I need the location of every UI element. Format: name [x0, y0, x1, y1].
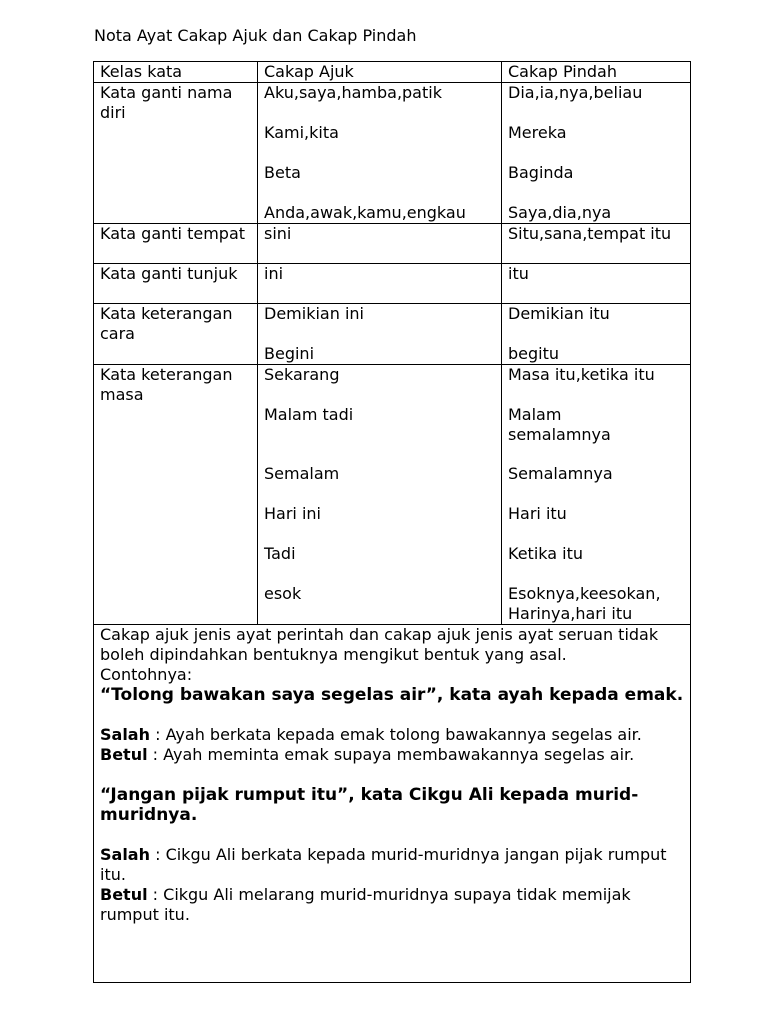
- ajuk-item: Aku,saya,hamba,patik: [264, 83, 442, 102]
- pindah-item: Saya,dia,nya: [508, 203, 612, 222]
- ajuk-item: Kami,kita: [264, 123, 339, 142]
- ajuk-item: Beta: [264, 163, 301, 182]
- ajuk-item: Sekarang: [264, 365, 340, 384]
- kelas-label: Kata ganti tempat: [100, 224, 246, 243]
- betul-text: : Ayah meminta emak supaya membawakannya segelas air.: [147, 745, 635, 764]
- pindah-item: Dia,ia,nya,beliau: [508, 83, 643, 102]
- pindah-item: Malam semalamnya: [508, 405, 611, 444]
- header-kelas-kata: Kelas kata: [94, 62, 258, 83]
- ajuk-item: sini: [264, 224, 292, 243]
- kelas-label: Kata keterangan cara: [100, 304, 233, 343]
- ajuk-item: esok: [264, 584, 302, 603]
- salah-label: Salah: [100, 845, 150, 864]
- ajuk-item: Malam tadi: [264, 405, 354, 424]
- ajuk-cell: [258, 264, 502, 304]
- pindah-item: Mereka: [508, 123, 567, 142]
- ajuk-cell: [258, 365, 502, 625]
- salah-line: [100, 725, 690, 745]
- kelas-label: Kata keterangan masa: [100, 365, 233, 404]
- kelas-label: Kata ganti tunjuk: [100, 264, 238, 283]
- table-header-row: [94, 62, 691, 83]
- table-row: [94, 365, 691, 625]
- kelas-cell: [94, 304, 258, 365]
- note-contoh: Contohnya:: [100, 665, 193, 684]
- pindah-item: Situ,sana,tempat itu: [508, 224, 672, 243]
- pindah-item: Masa itu,ketika itu: [508, 365, 655, 384]
- pindah-item: Baginda: [508, 163, 574, 182]
- kelas-cell: [94, 83, 258, 224]
- betul-label: Betul: [100, 885, 148, 904]
- salah-line: [100, 845, 690, 885]
- document-title: Nota Ayat Cakap Ajuk dan Cakap Pindah: [94, 26, 417, 45]
- kelas-cell: [94, 264, 258, 304]
- pindah-item: Ketika itu: [508, 544, 583, 563]
- betul-line: [100, 745, 690, 765]
- example-quote: “Jangan pijak rumput itu”, kata Cikgu Ali kepada murid-muridnya.: [100, 785, 639, 825]
- pindah-cell: [502, 365, 691, 625]
- note-cell: [94, 625, 691, 983]
- pindah-item: begitu: [508, 344, 560, 363]
- betul-line: [100, 885, 690, 925]
- pindah-item: Demikian itu: [508, 304, 610, 323]
- grammar-table: [93, 61, 691, 983]
- salah-label: Salah: [100, 725, 150, 744]
- note-row: [94, 625, 691, 983]
- table-row: [94, 83, 691, 224]
- example-quote: “Tolong bawakan saya segelas air”, kata ayah kepada emak.: [100, 685, 684, 705]
- kelas-cell: [94, 224, 258, 264]
- pindah-item: Semalamnya: [508, 464, 613, 483]
- betul-label: Betul: [100, 745, 148, 764]
- pindah-cell: [502, 304, 691, 365]
- ajuk-cell: [258, 304, 502, 365]
- ajuk-item: Hari ini: [264, 504, 321, 523]
- kelas-label: Kata ganti nama diri: [100, 83, 233, 122]
- kelas-cell: [94, 365, 258, 625]
- table-row: [94, 304, 691, 365]
- betul-text: : Cikgu Ali melarang murid-muridnya supaya tidak memijak rumput itu.: [100, 885, 631, 924]
- ajuk-item: Demikian ini: [264, 304, 364, 323]
- ajuk-item: ini: [264, 264, 284, 283]
- table-row: [94, 224, 691, 264]
- ajuk-item: Anda,awak,kamu,engkau: [264, 203, 466, 222]
- pindah-item: Esoknya,keesokan, Harinya,hari itu: [508, 584, 661, 623]
- ajuk-cell: [258, 224, 502, 264]
- header-cakap-pindah: Cakap Pindah: [502, 62, 691, 83]
- note-intro: Cakap ajuk jenis ayat perintah dan cakap ajuk jenis ayat seruan tidak boleh dipindahkan bentuknya mengikut bentuk yang asal.: [100, 625, 659, 664]
- salah-text: : Ayah berkata kepada emak tolong bawakannya segelas air.: [150, 725, 642, 744]
- pindah-cell: [502, 83, 691, 224]
- salah-text: : Cikgu Ali berkata kepada murid-muridnya jangan pijak rumput itu.: [100, 845, 667, 884]
- table-row: [94, 264, 691, 304]
- ajuk-item: Tadi: [264, 544, 296, 563]
- pindah-cell: [502, 224, 691, 264]
- pindah-item: Hari itu: [508, 504, 567, 523]
- header-cakap-ajuk: Cakap Ajuk: [258, 62, 502, 83]
- pindah-cell: [502, 264, 691, 304]
- ajuk-item: Begini: [264, 344, 315, 363]
- ajuk-item: Semalam: [264, 464, 340, 483]
- ajuk-cell: [258, 83, 502, 224]
- pindah-item: itu: [508, 264, 529, 283]
